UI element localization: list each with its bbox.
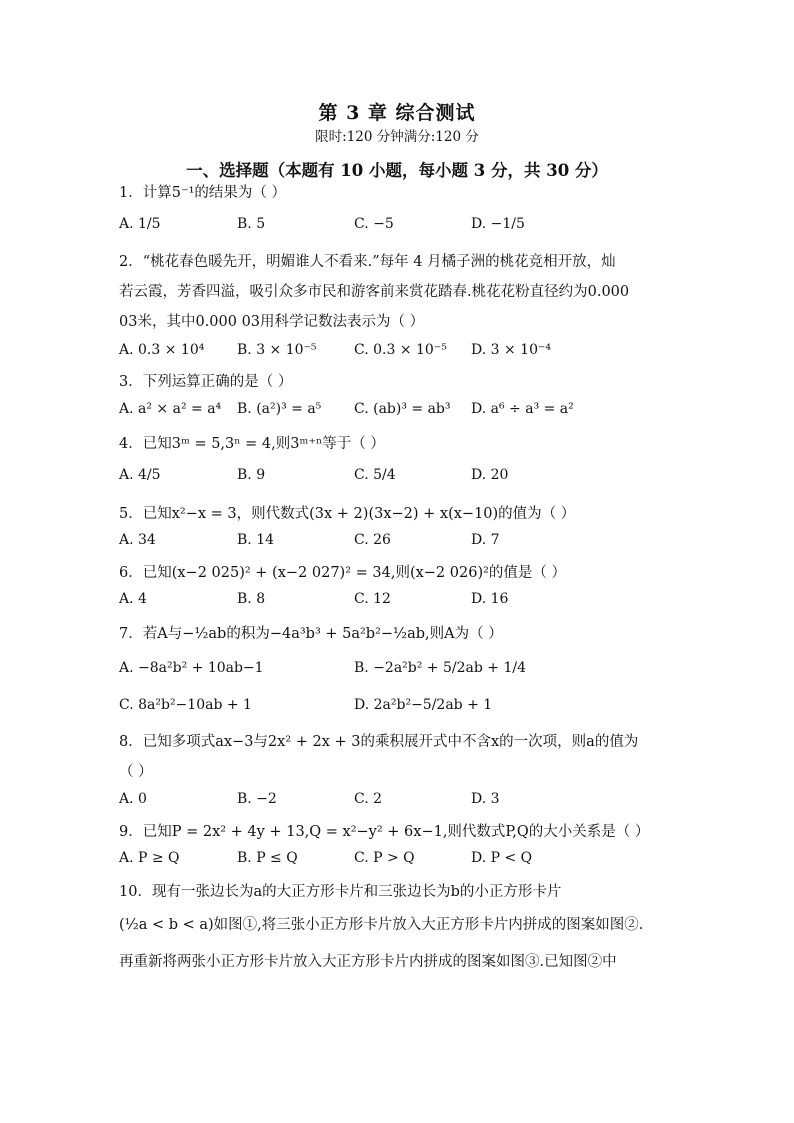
question-7-options-row-2: [119, 697, 679, 719]
option-c: C. 12: [354, 591, 391, 607]
question-2-line-1: 2．“桃花春色暖先开，明媚谁人不看来.”每年 4 月橘子洲的桃花竞相开放，灿: [119, 254, 616, 270]
option-b: B. 9: [237, 467, 266, 483]
option-a: A. 0: [119, 791, 147, 807]
option-a: A. 1/5: [119, 216, 161, 232]
option-a: A. 34: [119, 532, 156, 548]
option-d: D. 3: [471, 791, 500, 807]
question-9-stem: 9．已知P = 2x² + 4y + 13,Q = x²−y² + 6x−1,则代数式P,Q的大小关系是（ ）: [119, 824, 650, 840]
question-6-options: [119, 591, 679, 613]
option-a: A. P ≥ Q: [119, 850, 180, 866]
option-a: A. a² × a² = a⁴: [119, 401, 222, 417]
option-b: B. 3 × 10⁻⁵: [237, 342, 317, 358]
question-4-stem: 4．已知3ᵐ = 5,3ⁿ = 4,则3ᵐ⁺ⁿ等于（ ）: [119, 436, 385, 452]
option-d: D. −1/5: [471, 216, 525, 232]
option-b: B. 14: [237, 532, 275, 548]
question-4-options: [119, 467, 679, 489]
option-c: C. 2: [354, 791, 383, 807]
section-heading: 一、选择题（本题有 10 小题，每小题 3 分，共 30 分）: [186, 161, 608, 180]
option-a: A. 0.3 × 10⁴: [119, 342, 205, 358]
question-6-stem: 6．已知(x−2 025)² + (x−2 027)² = 34,则(x−2 026)²的值是（ ）: [119, 565, 567, 581]
option-b: B. 8: [237, 591, 266, 607]
option-d: D. a⁶ ÷ a³ = a²: [471, 401, 574, 417]
option-d: D. P < Q: [471, 850, 533, 866]
question-9-options: [119, 850, 679, 872]
page-subtitle: 限时:120 分钟满分:120 分: [315, 129, 479, 145]
question-7-stem: 7．若A与−½ab的积为−4a³b³ + 5a²b²−½ab,则A为（ ）: [119, 626, 503, 642]
option-c: C. 26: [354, 532, 391, 548]
option-d: D. 16: [471, 591, 509, 607]
question-5-stem: 5．已知x²−x = 3，则代数式(3x + 2)(3x−2) + x(x−10)的值为（ ）: [119, 506, 576, 522]
option-b: B. −2a²b² + 5/2ab + 1/4: [354, 660, 526, 676]
page-title: 第 3 章 综合测试: [318, 102, 476, 124]
option-c: C. 5/4: [354, 467, 396, 483]
question-10-line-3: 再重新将两张小正方形卡片放入大正方形卡片内拼成的图案如图③.已知图②中: [119, 954, 617, 970]
question-3-stem: 3．下列运算正确的是（ ）: [119, 374, 293, 390]
option-a: A. 4: [119, 591, 147, 607]
option-d: D. 7: [471, 532, 500, 548]
question-8-options: [119, 791, 679, 813]
question-10-line-1: 10．现有一张边长为a的大正方形卡片和三张边长为b的小正方形卡片: [119, 884, 562, 900]
question-2-line-3: 03米，其中0.000 03用科学记数法表示为（ ）: [119, 314, 425, 330]
option-d: D. 2a²b²−5/2ab + 1: [354, 697, 493, 713]
option-b: B. 5: [237, 216, 266, 232]
question-10-line-2: (½a < b < a)如图①,将三张小正方形卡片放入大正方形卡片内拼成的图案如图②.: [119, 917, 644, 933]
question-2-options: [119, 342, 679, 364]
option-d: D. 3 × 10⁻⁴: [471, 342, 551, 358]
option-c: C. P > Q: [354, 850, 415, 866]
option-c: C. −5: [354, 216, 394, 232]
option-c: C. 0.3 × 10⁻⁵: [354, 342, 447, 358]
option-a: A. 4/5: [119, 467, 161, 483]
question-3-options: [119, 401, 679, 423]
option-b: B. P ≤ Q: [237, 850, 298, 866]
question-5-options: [119, 532, 679, 554]
option-a: A. −8a²b² + 10ab−1: [119, 660, 264, 676]
option-b: B. (a²)³ = a⁵: [237, 401, 322, 417]
question-8-line-2: （ ）: [119, 764, 153, 780]
question-2-line-2: 若云霞，芳香四溢，吸引众多市民和游客前来赏花踏春.桃花花粉直径约为0.000: [119, 284, 630, 300]
question-1-stem: 1．计算5⁻¹的结果为（ ）: [119, 185, 287, 201]
question-8-line-1: 8．已知多项式ax−3与2x² + 2x + 3的乘积展开式中不含x的一次项，则a的值为: [119, 734, 639, 750]
option-c: C. 8a²b²−10ab + 1: [119, 697, 252, 713]
option-d: D. 20: [471, 467, 509, 483]
question-1-options: [119, 216, 679, 238]
option-c: C. (ab)³ = ab³: [354, 401, 451, 417]
option-b: B. −2: [237, 791, 277, 807]
question-7-options-row-1: [119, 660, 679, 682]
